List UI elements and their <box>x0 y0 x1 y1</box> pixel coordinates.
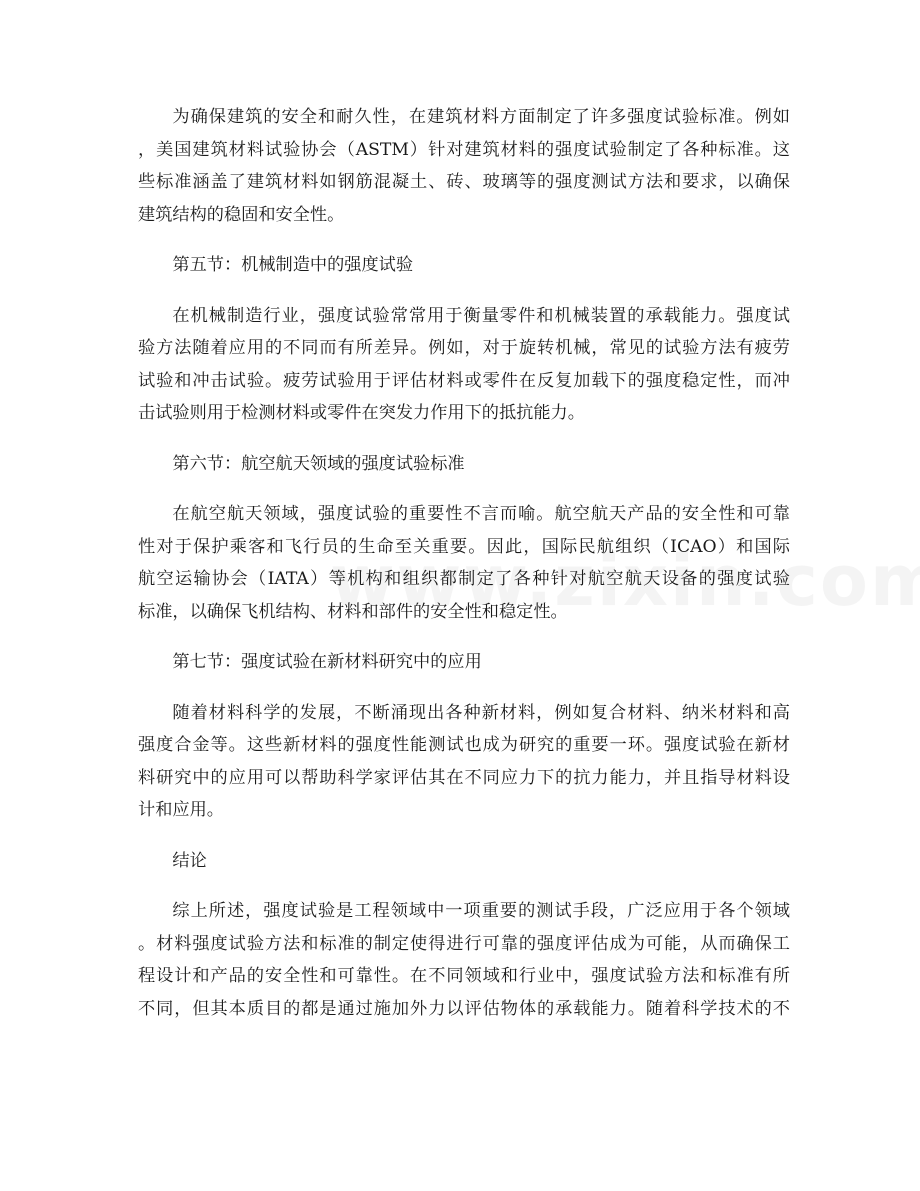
paragraph-mechanical <box>138 300 790 430</box>
text-line: 随着材料科学的发展，不断涌现出各种新材料，例如复合材料、纳米材料和高 <box>172 702 790 723</box>
text-line: 建筑结构的稳固和安全性。 <box>138 204 345 225</box>
text-line: 综上所述，强度试验是工程领域中一项重要的测试手段，广泛应用于各个领域 <box>172 901 790 921</box>
paragraph-aerospace <box>138 498 790 628</box>
text-line: 击试验则用于检测材料或零件在突发力作用下的抵抗能力。 <box>138 403 585 423</box>
text-line: 些标准涵盖了建筑材料如钢筋混凝土、砖、玻璃等的强度测试方法和要求，以确保 <box>138 172 790 192</box>
text-line: 程设计和产品的安全性和可靠性。在不同领域和行业中，强度试验方法和标准有所 <box>138 966 790 986</box>
text-line: 在机械制造行业，强度试验常常用于衡量零件和机械装置的承载能力。强度试 <box>172 305 790 326</box>
text-line: 航空运输协会（IATA）等机构和组织都制定了各种针对航空航天设备的强度试验 <box>138 569 790 589</box>
section-heading-7: 第七节：强度试验在新材料研究中的应用 <box>172 652 482 672</box>
text-line: 。材料强度试验方法和标准的制定使得进行可靠的强度评估成为可能，从而确保工 <box>138 933 790 954</box>
paragraph-building-standards <box>138 101 790 231</box>
text-line: 料研究中的应用可以帮助科学家评估其在不同应力下的抗力能力，并且指导材料设 <box>138 767 790 788</box>
text-line: 不同，但其本质目的都是通过施加外力以评估物体的承载能力。随着科学技术的不 <box>138 998 790 1019</box>
section-heading-5: 第五节：机械制造中的强度试验 <box>172 255 414 275</box>
text-line: 性对于保护乘客和飞行员的生命至关重要。因此，国际民航组织（ICAO）和国际 <box>138 536 790 557</box>
paragraph-conclusion <box>138 895 790 1025</box>
text-line: 计和应用。 <box>138 800 224 820</box>
text-line: 标准，以确保飞机结构、材料和部件的安全性和稳定性。 <box>138 601 568 622</box>
text-line: 验方法随着应用的不同而有所差异。例如，对于旋转机械，常见的试验方法有疲劳 <box>138 338 790 358</box>
section-heading-6: 第六节：航空航天领域的强度试验标准 <box>172 453 465 474</box>
text-line: 在航空航天领域，强度试验的重要性不言而喻。航空航天产品的安全性和可靠 <box>172 504 790 524</box>
document-body <box>138 101 790 1043</box>
text-line: 为确保建筑的安全和耐久性，在建筑材料方面制定了许多强度试验标准。例如 <box>172 107 790 127</box>
text-line: 强度合金等。这些新材料的强度性能测试也成为研究的重要一环。强度试验在新材 <box>138 735 790 755</box>
text-line: ，美国建筑材料试验协会（ASTM）针对建筑材料的强度试验制定了各种标准。这 <box>138 139 790 160</box>
text-line: 试验和冲击试验。疲劳试验用于评估材料或零件在反复加载下的强度稳定性，而冲 <box>138 370 790 391</box>
paragraph-new-materials <box>138 697 790 827</box>
section-heading-conclusion: 结论 <box>172 850 207 871</box>
